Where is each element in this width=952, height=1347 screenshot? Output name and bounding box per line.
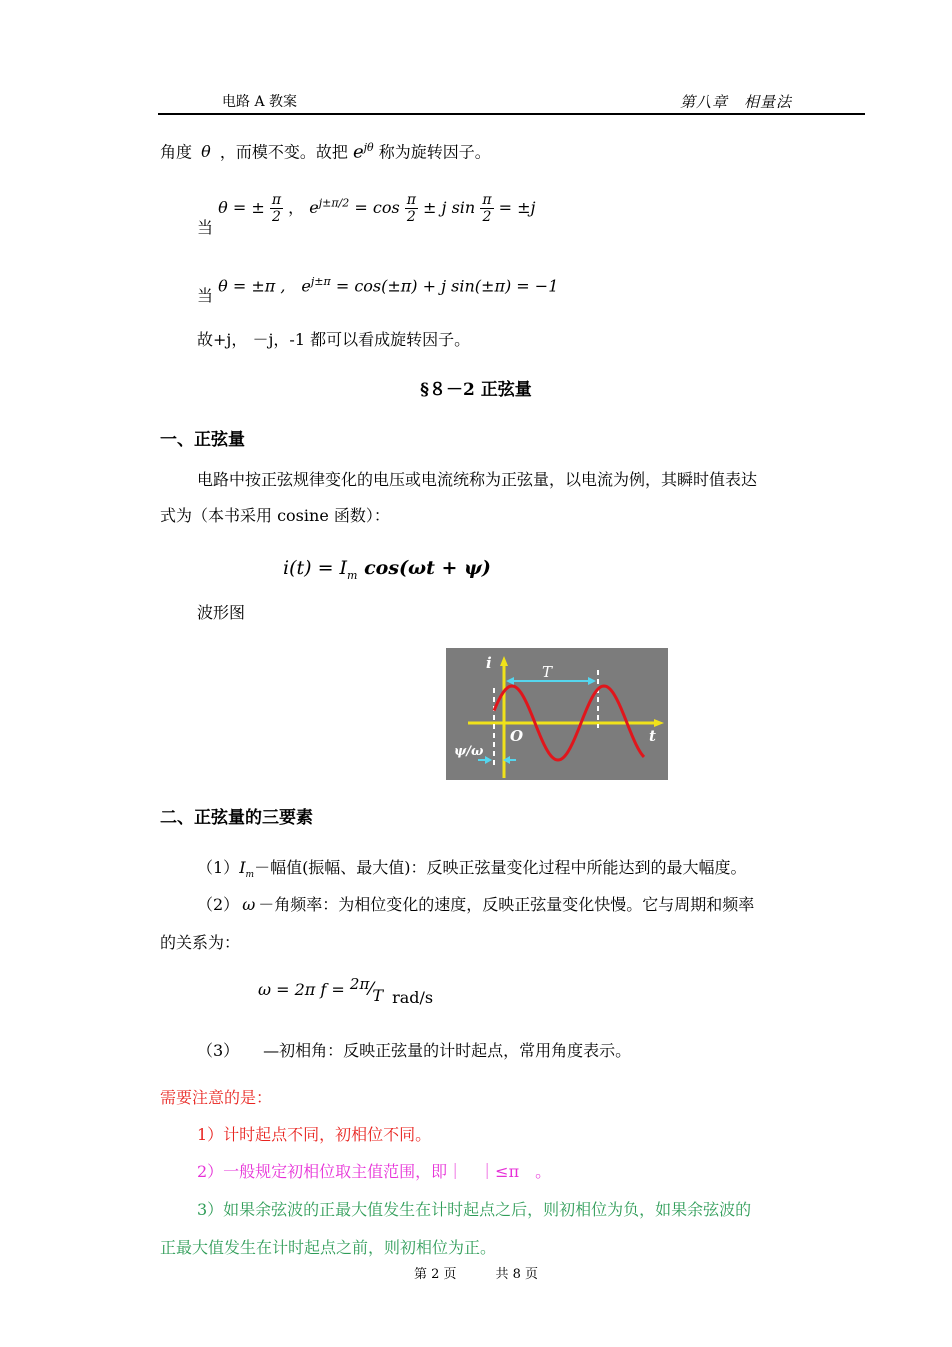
label-psi-omega: ψ/ω (454, 744, 484, 759)
item2-line2: 的关系为： (160, 933, 241, 952)
item1-amplitude (197, 858, 747, 885)
item-text: －幅值(振幅、最大值)：反映正弦量变化过程中所能达到的最大幅度。 (254, 858, 747, 877)
label-i: i (486, 654, 492, 672)
header-left: 电路 A 教案 (222, 94, 298, 110)
formula-sub: m (347, 568, 358, 582)
text: 角度 (160, 142, 193, 162)
exp-superscript: jθ (363, 141, 374, 154)
amplitude-symbol: I (239, 858, 246, 877)
formula-text: ω = 2π f = (258, 980, 350, 999)
numerator: π (271, 192, 282, 208)
formula-text: cos(ωt + ψ) (357, 557, 491, 579)
label-O: O (510, 727, 524, 745)
omega-formula: ω = 2π f = 2π⁄T rad/s (258, 975, 434, 1007)
item2-angular-frequency (197, 895, 754, 915)
comma: ， (288, 198, 305, 217)
label-t: t (649, 727, 656, 745)
eq-text: = ±j (498, 198, 536, 217)
rotation-intro-line (160, 138, 491, 162)
item3-initial-phase: （3） —初相角：反映正弦量的计时起点，常用角度表示。 (197, 1041, 632, 1060)
item-number: （1） (197, 858, 240, 877)
part1-para-line1: 电路中按正弦规律变化的电压或电流统称为正弦量，以电流为例，其瞬时值表达 (197, 470, 758, 489)
numerator: π (406, 192, 416, 208)
dang-label: 当 (197, 286, 214, 306)
exp-symbol: e (309, 198, 319, 217)
numerator: π (482, 192, 492, 208)
eq-text: θ = ±π , e (218, 276, 311, 296)
formula-text: i(t) = I (283, 557, 348, 579)
rotation-conclusion: 故+j， －j，-1 都可以看成旋转因子。 (197, 330, 471, 349)
eq-text: θ = ± (218, 198, 265, 217)
text: ，而模不变。故把 (219, 142, 348, 162)
denominator: 2 (271, 209, 281, 225)
equation-theta-pi (197, 272, 559, 306)
note-3-line2: 正最大值发生在计时起点之前，则初相位为正。 (160, 1238, 497, 1257)
note-3-line1: 3）如果余弦波的正最大值发生在计时起点之后，则初相位为负，如果余弦波的 (197, 1200, 752, 1219)
note-2: 2）一般规定初相位取主值范围，即｜ ｜≤π 。 (197, 1162, 552, 1181)
eq-text: = cos (354, 198, 400, 217)
part1-heading: 一、正弦量 (160, 430, 245, 450)
section-title: §８－2 正弦量 (420, 380, 532, 400)
dang-label: 当 (197, 218, 214, 237)
denominator: 2 (482, 209, 492, 225)
note-1: 1）计时起点不同，初相位不同。 (197, 1125, 432, 1144)
eq-text: = cos(±π) + j sin(±π) = −1 (330, 276, 559, 296)
eq-text: ± j sin (423, 198, 476, 217)
sine-waveform-figure (446, 648, 668, 780)
current-formula (283, 558, 491, 586)
waveform-label: 波形图 (197, 603, 246, 622)
fraction-pi-over-2 (480, 192, 493, 225)
formula-unit: rad/s (392, 988, 434, 1007)
text: 称为旋转因子。 (378, 142, 491, 162)
header-rule (158, 113, 865, 115)
notes-title: 需要注意的是： (160, 1088, 273, 1107)
formula-numerator: 2π (349, 975, 370, 993)
fraction-pi-over-2 (270, 192, 283, 225)
exp-symbol: e (352, 141, 364, 163)
exp-superscript: j±π (310, 275, 331, 288)
denominator: 2 (406, 209, 416, 225)
part1-para-line2: 式为（本书采用 cosine 函数）： (160, 506, 390, 525)
amplitude-sub: m (245, 870, 255, 881)
item-text: －角频率：为相位变化的速度，反映正弦量变化快慢。它与周期和频率 (258, 895, 755, 914)
theta-symbol: θ (201, 142, 211, 162)
formula-denominator: T (372, 986, 383, 1005)
equation-theta-half-pi (197, 192, 535, 236)
item-number: （2） (197, 895, 240, 914)
part2-heading: 二、正弦量的三要素 (160, 808, 313, 828)
omega-symbol: ω (242, 895, 256, 914)
exp-superscript: j±π/2 (318, 196, 350, 210)
header-right: 第八章 相量法 (680, 93, 793, 111)
fraction-pi-over-2 (405, 192, 418, 225)
page-footer: 第 2 页 共 8 页 (413, 1267, 539, 1282)
label-T: T (542, 663, 553, 681)
